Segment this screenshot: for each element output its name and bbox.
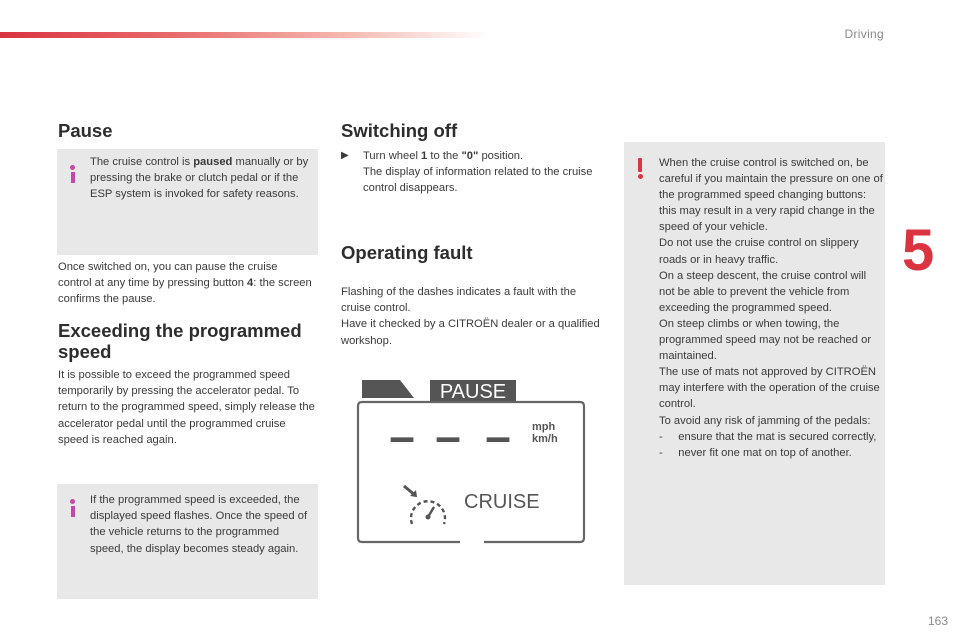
operating-fault-text: Flashing of the dashes indicates a fault with the cruise control. Have it checked by a CITROËN dealer or a qualified workshop. <box>341 286 600 347</box>
warning-list-item: - never fit one mat on top of another. <box>659 446 852 459</box>
pause-info-text: The cruise control is paused manually or by pressing the brake or clutch pedal or if the ESP system is invoked for safety reasons. <box>90 156 309 201</box>
page-number: 163 <box>927 614 948 628</box>
speed-dash-2: – <box>435 410 461 462</box>
warning-box <box>624 142 885 585</box>
header-accent-bar <box>0 32 490 38</box>
warning-text: When the cruise control is switched on, be careful if you maintain the pressure on one of the programmed speed changing buttons: this may result in a very rapid change in the speed of your vehicle. Do not use the cruise control on slippery roads or in heavy traffic. On a steep descent, the cruise control will not be able to prevent the vehicle from exceeding the programmed speed. On steep climbs or when towing, the programmed speed may not be reached or maintained. The use of mats not approved by CITROËN may interfere with the operation of the cruise control. To avoid any risk of jamming of the pedals: - ensure that the mat is secured correctly, - never fit one mat on top of another. <box>659 155 883 461</box>
info-icon <box>69 499 77 517</box>
switching-off-heading: Switching off <box>341 120 458 141</box>
speed-dash-3: – <box>485 410 511 462</box>
unit-mph: mph <box>532 421 556 433</box>
exceeding-body-text: It is possible to exceed the programmed speed temporarily by pressing the accelerator pedal. To return to the programmed speed, simply release the accelerator pedal until the programmed cruise speed is reached again. <box>58 369 315 446</box>
info-icon <box>69 165 77 183</box>
operating-fault-heading: Operating fault <box>341 242 473 263</box>
pause-heading: Pause <box>58 120 113 141</box>
cruise-label: CRUISE <box>464 491 540 513</box>
cruise-speedometer-icon <box>404 486 445 524</box>
pause-body-text: Once switched on, you can pause the cruise control at any time by pressing button 4: the screen confirms the pause. <box>58 261 312 306</box>
cruise-display-illustration <box>356 380 588 548</box>
chapter-number: 5 <box>902 218 935 283</box>
section-title: Driving <box>844 27 884 41</box>
pause-info-box <box>57 149 318 255</box>
warning-list-item: - ensure that the mat is secured correctly, <box>659 430 877 443</box>
unit-kmh: km/h <box>532 433 558 445</box>
bullet-arrow-icon: ▶ <box>341 150 349 161</box>
exceeding-heading: Exceeding the programmed speed <box>58 320 302 362</box>
pause-label: PAUSE <box>439 381 507 403</box>
exceeding-info-box <box>57 484 318 599</box>
warning-exclamation-icon <box>636 158 644 179</box>
display-tab-shape <box>362 380 414 398</box>
speed-dash-1: – <box>389 410 415 462</box>
switching-off-step: ▶ Turn wheel 1 to the "0" position. The display of information related to the cruise control disappears. <box>341 150 593 195</box>
exceeding-info-text: If the programmed speed is exceeded, the displayed speed flashes. Once the speed of the vehicle returns to the programmed speed, the display becomes steady again. <box>90 494 308 555</box>
